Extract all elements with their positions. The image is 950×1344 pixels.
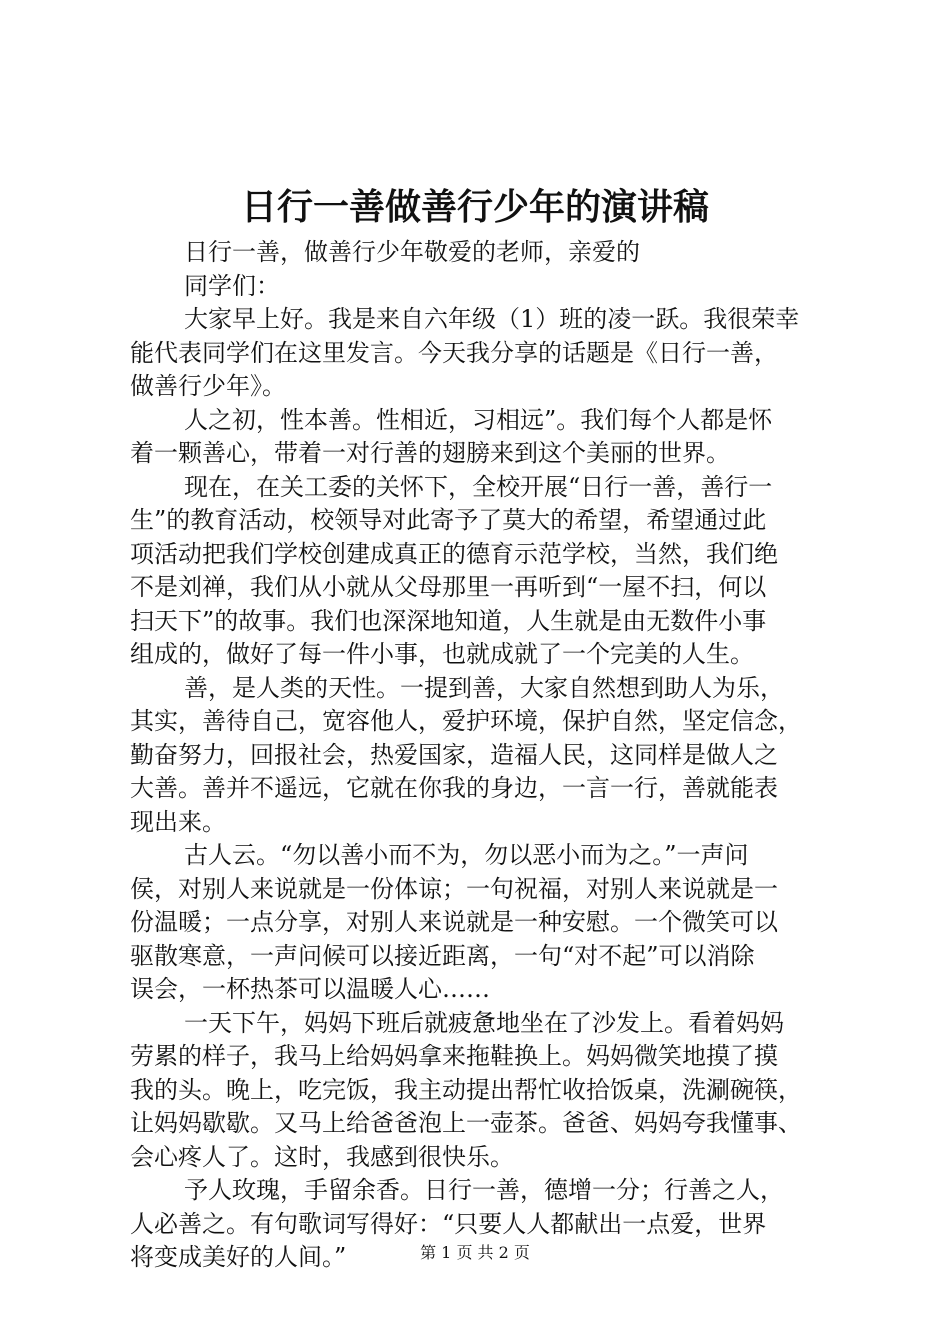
paragraph-line: 一天下午，妈妈下班后就疲惫地坐在了沙发上。看着妈妈 [184, 1008, 784, 1037]
paragraph-line: 扫天下”的故事。我们也深深地知道，人生就是由无数件小事 [130, 606, 767, 635]
paragraph-line: 大家早上好。我是来自六年级（1）班的凌一跃。我很荣幸 [184, 305, 800, 333]
document-title: 日行一善做善行少年的演讲稿 [240, 186, 709, 228]
paragraph-line: 着一颗善心，带着一对行善的翅膀来到这个美丽的世界。 [130, 439, 730, 467]
paragraph-line: 勤奋努力，回报社会，热爱国家，造福人民，这同样是做人之 [130, 740, 778, 769]
paragraph-line: 项活动把我们学校创建成真正的德育示范学校，当然，我们绝 [130, 539, 778, 568]
paragraph-line: 日行一善，做善行少年敬爱的老师，亲爱的 [184, 238, 640, 266]
paragraph-line: 做善行少年》。 [130, 372, 286, 400]
paragraph-line: 劳累的样子，我马上给妈妈拿来拖鞋换上。妈妈微笑地摸了摸 [130, 1042, 778, 1070]
paragraph-line: 人之初，性本善。性相近，习相远”。我们每个人都是怀 [184, 405, 773, 434]
paragraph-line: 将变成美好的人间。” [130, 1243, 347, 1271]
paragraph-line: 组成的，做好了每一件小事，也就成就了一个完美的人生。 [130, 640, 754, 668]
paragraph-line: 同学们： [184, 271, 280, 300]
paragraph-line: 古人云。“勿以善小而不为，勿以恶小而为之。”一声问 [184, 841, 749, 869]
paragraph-line: 侯，对别人来说就是一份体谅；一句祝福，对别人来说就是一 [130, 874, 778, 903]
paragraph-line: 予人玫瑰，手留余香。日行一善，德增一分；行善之人， [184, 1176, 784, 1204]
paragraph-line: 能代表同学们在这里发言。今天我分享的话题是《日行一善， [130, 338, 778, 367]
paragraph-line: 不是刘禅，我们从小就从父母那里一再听到“一屋不扫，何以 [130, 573, 767, 601]
paragraph-line: 善，是人类的天性。一提到善，大家自然想到助人为乐， [184, 673, 784, 702]
paragraph-line: 驱散寒意，一声问候可以接近距离，一句“对不起”可以消除 [130, 941, 755, 970]
document-body [130, 236, 830, 1275]
paragraph-line: 大善。善并不遥远，它就在你我的身边，一言一行，善就能表 [130, 774, 778, 802]
paragraph-line: 让妈妈歇歇。又马上给爸爸泡上一壶茶。爸爸、妈妈夸我懂事、 [130, 1109, 802, 1137]
page-footer: 第 1 页 共 2 页 [420, 1243, 530, 1262]
paragraph-line: 会心疼人了。这时，我感到很快乐。 [130, 1142, 514, 1171]
paragraph-line: 其实，善待自己，宽容他人，爱护环境，保护自然，坚定信念， [130, 707, 802, 735]
paragraph-line: 现出来。 [130, 807, 226, 836]
paragraph-line: 份温暖；一点分享，对别人来说就是一种安慰。一个微笑可以 [130, 908, 778, 936]
paragraph-line: 生”的教育活动，校领导对此寄予了莫大的希望，希望通过此 [130, 506, 767, 534]
paragraph-line: 误会，一杯热茶可以温暖人心…… [130, 975, 490, 1003]
paragraph-line: 人必善之。有句歌词写得好：“只要人人都献出一点爱，世界 [130, 1209, 767, 1238]
paragraph-line: 我的头。晚上，吃完饭，我主动提出帮忙收拾饭桌，洗涮碗筷， [130, 1075, 802, 1104]
paragraph-line: 现在，在关工委的关怀下，全校开展“日行一善，善行一 [184, 472, 773, 501]
